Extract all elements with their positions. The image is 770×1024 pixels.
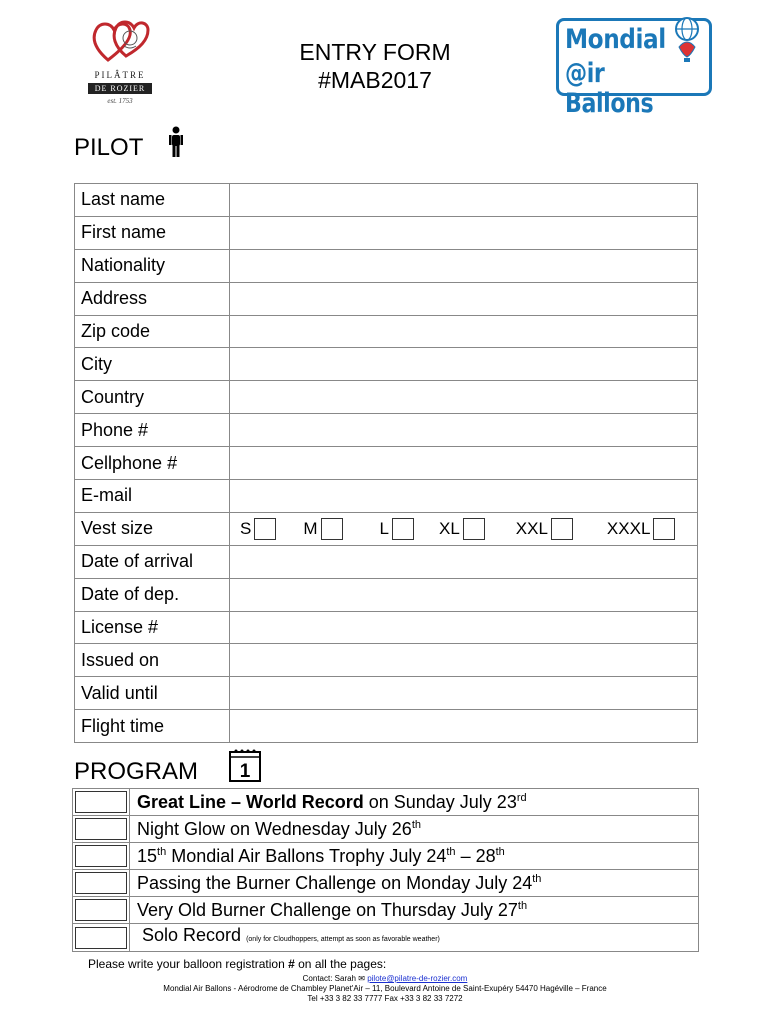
address-line: Mondial Air Ballons - Aérodrome de Chambley Planet'Air – 11, Boulevard Antoine de Saint-Exupéry 54470 Hagéville – France (163, 984, 607, 993)
table-row (75, 480, 698, 513)
program-text-part: 15 (137, 846, 158, 866)
table-row (75, 545, 698, 578)
vest-size-checkbox[interactable] (463, 518, 485, 540)
globe-balloon-icon (669, 15, 705, 63)
program-text-part: Solo Record (142, 925, 242, 945)
program-text-part: rd (516, 792, 527, 804)
program-row (73, 789, 699, 816)
field-label: Phone # (75, 414, 230, 447)
program-item-label (130, 816, 699, 843)
program-check-cell (73, 843, 130, 870)
program-checkbox[interactable] (75, 818, 127, 840)
program-text-part: th (495, 846, 505, 858)
field-label: Cellphone # (75, 447, 230, 480)
vest-size-label: S (240, 518, 252, 538)
vest-size-options (230, 518, 697, 540)
table-row (75, 578, 698, 611)
field-label: Vest size (75, 512, 230, 545)
program-item-label (130, 897, 699, 924)
contact-line (0, 974, 770, 984)
program-text-part: th (411, 819, 422, 831)
note-hash: # (288, 957, 295, 971)
field-label: Valid until (75, 677, 230, 710)
field-label: Address (75, 282, 230, 315)
program-checkbox[interactable] (75, 899, 127, 921)
field-value-cell[interactable] (230, 644, 698, 677)
vest-size-checkbox[interactable] (254, 518, 276, 540)
calendar-number: 1 (239, 761, 251, 782)
title-line-1: ENTRY FORM (299, 39, 451, 65)
hearts-emblem-icon (90, 16, 150, 66)
program-checkbox[interactable] (75, 845, 127, 867)
table-row (75, 315, 698, 348)
program-check-cell (73, 870, 130, 897)
field-label: Nationality (75, 249, 230, 282)
logo-name-top: PILÂTRE (94, 70, 146, 80)
program-row (73, 924, 699, 952)
pilatre-de-rozier-logo (84, 16, 156, 106)
field-value-cell[interactable] (230, 348, 698, 381)
program-item-label (130, 789, 699, 816)
program-text-part: th (517, 900, 528, 912)
calendar-icon (228, 747, 262, 783)
program-check-cell (73, 924, 130, 952)
field-label: Date of arrival (75, 545, 230, 578)
table-row (75, 249, 698, 282)
note-before: Please write your balloon registration (88, 957, 289, 971)
program-text-part: th (446, 846, 456, 858)
vest-size-checkbox[interactable] (321, 518, 343, 540)
table-row (75, 381, 698, 414)
contact-label: Contact: Sarah (302, 974, 357, 983)
vest-size-checkbox[interactable] (653, 518, 675, 540)
table-row (75, 216, 698, 249)
table-row (75, 512, 698, 545)
table-row (75, 447, 698, 480)
field-label: E-mail (75, 480, 230, 513)
mail-icon: ✉ (358, 974, 365, 983)
vest-size-label: M (303, 518, 318, 538)
person-icon (168, 126, 184, 158)
table-row (75, 611, 698, 644)
vest-size-option (439, 518, 485, 540)
vest-size-checkbox[interactable] (392, 518, 414, 540)
field-value-cell[interactable] (230, 447, 698, 480)
program-text-part: Passing the Burner Challenge on Monday July 24 (137, 873, 533, 893)
field-value-cell[interactable] (230, 480, 698, 513)
field-label: Issued on (75, 644, 230, 677)
program-text-part: on Sunday July 23 (363, 792, 517, 812)
pilot-info-table (74, 183, 698, 743)
pilot-heading: PILOT (74, 134, 144, 161)
field-label: Country (75, 381, 230, 414)
vest-size-option (516, 518, 573, 540)
logo-right-line-2: @ir Ballons (565, 58, 654, 119)
field-label: Last name (75, 184, 230, 217)
vest-size-option (303, 518, 342, 540)
table-row (75, 644, 698, 677)
program-row (73, 816, 699, 843)
program-text-part: Great Line – World Record (137, 792, 364, 812)
logo-est: est. 1753 (107, 97, 133, 105)
field-value-cell[interactable] (230, 710, 698, 743)
program-text-part: Mondial Air Ballons Trophy July 24 (166, 846, 447, 866)
table-row (75, 414, 698, 447)
field-value-cell[interactable] (230, 578, 698, 611)
vest-size-option (240, 518, 276, 540)
field-value-cell[interactable] (230, 414, 698, 447)
vest-size-option (607, 518, 675, 540)
vest-size-option (380, 518, 414, 540)
field-value-cell[interactable] (230, 184, 698, 217)
program-heading: PROGRAM (74, 758, 199, 785)
field-label: Zip code (75, 315, 230, 348)
program-check-cell (73, 897, 130, 924)
program-text-part: th (157, 846, 167, 858)
field-value-cell[interactable] (230, 282, 698, 315)
vest-size-label: XXL (515, 518, 548, 538)
field-value-cell[interactable] (230, 677, 698, 710)
logo-right-line-1: Mondial (565, 24, 666, 55)
program-checkbox[interactable] (75, 927, 127, 949)
table-row (75, 282, 698, 315)
program-row (73, 843, 699, 870)
logo-name-bottom: DE ROZIER (88, 83, 152, 94)
program-item-label (130, 843, 699, 870)
field-value-cell[interactable] (230, 611, 698, 644)
mondial-air-ballons-logo (556, 18, 712, 119)
registration-note (88, 957, 386, 971)
title-line-2: #MAB2017 (318, 67, 432, 93)
program-checkbox[interactable] (75, 791, 127, 813)
table-row (75, 710, 698, 743)
field-label: License # (75, 611, 230, 644)
contact-email-link[interactable]: pilote@pilatre-de-rozier.com (367, 974, 468, 983)
program-check-cell (73, 789, 130, 816)
table-row (75, 677, 698, 710)
vest-size-checkbox[interactable] (551, 518, 573, 540)
table-row (75, 348, 698, 381)
program-text-part: th (532, 873, 542, 885)
form-title (250, 38, 500, 94)
program-text-part: – 28 (455, 846, 496, 866)
program-check-cell (73, 816, 130, 843)
note-after: on all the pages: (294, 957, 387, 971)
field-value-cell[interactable] (230, 216, 698, 249)
field-label: Date of dep. (75, 578, 230, 611)
field-value-cell[interactable] (230, 545, 698, 578)
program-text-part: Night Glow on Wednesday July 26 (137, 819, 412, 839)
field-label: City (75, 348, 230, 381)
program-note: (only for Cloudhoppers, attempt as soon as favorable weather) (246, 936, 440, 943)
program-text-part: Very Old Burner Challenge on Thursday July 27 (137, 900, 518, 920)
field-label: First name (75, 216, 230, 249)
program-table (72, 788, 699, 952)
program-checkbox[interactable] (75, 872, 127, 894)
field-label: Flight time (75, 710, 230, 743)
phone-line: Tel +33 3 82 33 7777 Fax +33 3 82 33 7272 (307, 994, 463, 1003)
field-value-cell[interactable] (230, 315, 698, 348)
program-row (73, 897, 699, 924)
vest-size-label: XXXL (606, 518, 651, 538)
field-value-cell[interactable] (230, 512, 698, 545)
field-value-cell[interactable] (230, 249, 698, 282)
table-row (75, 184, 698, 217)
vest-size-label: L (379, 518, 389, 538)
field-value-cell[interactable] (230, 381, 698, 414)
program-item-label (130, 924, 699, 952)
vest-size-label: XL (438, 518, 460, 538)
program-item-label (130, 870, 699, 897)
program-row (73, 870, 699, 897)
